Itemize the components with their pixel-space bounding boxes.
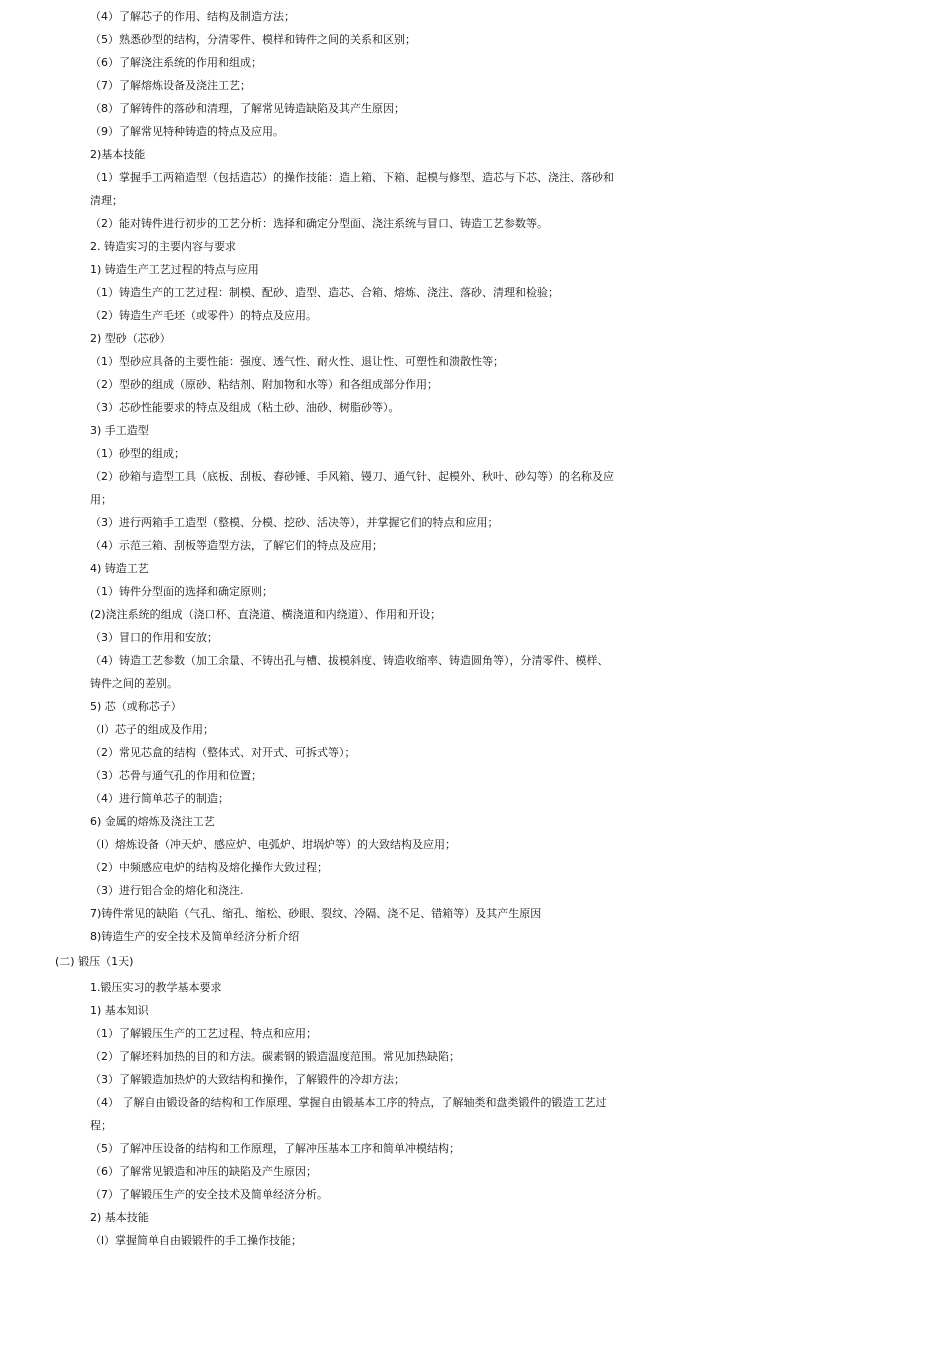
- text-line: （2）常见芯盒的结构（整体式、对开式、可拆式等）；: [90, 746, 356, 759]
- text-line: （1）掌握手工两箱造型（包括造芯）的操作技能：造上箱、下箱、起模与修型、造芯与下芯、浇注、落砂和: [90, 171, 614, 184]
- text-line: （3）冒口的作用和安放；: [90, 631, 218, 644]
- text-line: （2）砂箱与造型工具（底板、刮板、舂砂锤、手风箱、镘刀、通气针、起模外、秋叶、砂勾等）的名称及应: [90, 470, 614, 483]
- text-line: （2）中频感应电炉的结构及熔化操作大致过程；: [90, 861, 328, 874]
- text-line-continuation: 清理；: [90, 194, 123, 207]
- text-line: （4）了解芯子的作用、结构及制造方法；: [90, 10, 295, 23]
- text-line: （2）型砂的组成（原砂、粘结剂、附加物和水等）和各组成部分作用；: [90, 378, 438, 391]
- text-line: （4） 了解自由锻设备的结构和工作原理、掌握自由锻基本工序的特点，了解轴类和盘类锻件的锻造工艺过: [90, 1096, 607, 1109]
- text-line: （1）铸件分型面的选择和确定原则；: [90, 585, 273, 598]
- section-heading: 1.锻压实习的教学基本要求: [90, 981, 222, 994]
- text-line: （2）能对铸件进行初步的工艺分析：选择和确定分型面、浇注系统与冒口、铸造工艺参数等。: [90, 217, 548, 230]
- text-line: （l）芯子的组成及作用；: [90, 723, 215, 736]
- text-line: （9）了解常见特种铸造的特点及应用。: [90, 125, 284, 138]
- text-line: （l）熔炼设备（冲天炉、感应炉、电弧炉、坩埚炉等）的大致结构及应用；: [90, 838, 457, 851]
- text-line: （7）了解锻压生产的安全技术及简单经济分析。: [90, 1188, 328, 1201]
- section-heading: 4) 铸造工艺: [90, 562, 149, 575]
- text-line-continuation: 铸件之间的差别。: [90, 677, 178, 690]
- section-heading: 3) 手工造型: [90, 424, 149, 437]
- chapter-heading: (二) 锻压（1天): [55, 955, 134, 968]
- text-line: （8）了解铸件的落砂和清理，了解常见铸造缺陷及其产生原因；: [90, 102, 405, 115]
- section-heading: 6) 金属的熔炼及浇注工艺: [90, 815, 215, 828]
- section-heading: 1) 基本知识: [90, 1004, 149, 1017]
- text-line: （2）铸造生产毛坯（或零件）的特点及应用。: [90, 309, 317, 322]
- text-line: (2)浇注系统的组成（浇口杯、直浇道、横浇道和内绕道）、作用和开设；: [90, 608, 442, 621]
- section-heading: 2) 基本技能: [90, 1211, 149, 1224]
- text-line: （3）进行铝合金的熔化和浇注.: [90, 884, 244, 897]
- text-line: （5）了解冲压设备的结构和工作原理，了解冲压基本工序和简单冲模结构；: [90, 1142, 460, 1155]
- text-line: （7）了解熔炼设备及浇注工艺；: [90, 79, 251, 92]
- text-line: （4）铸造工艺参数（加工余量、不铸出孔与槽、拔模斜度、铸造收缩率、铸造圆角等），分清零件、模样、: [90, 654, 609, 667]
- text-line: （3）芯砂性能要求的特点及组成（粘土砂、油砂、树脂砂等）。: [90, 401, 400, 414]
- text-line: （4）进行简单芯子的制造；: [90, 792, 229, 805]
- text-line: （1）型砂应具备的主要性能：强度、透气性、耐火性、退让性、可塑性和溃散性等；: [90, 355, 504, 368]
- text-line: （1）砂型的组成；: [90, 447, 185, 460]
- section-heading: 5) 芯（或称芯子）: [90, 700, 182, 713]
- text-line: （5）熟悉砂型的结构，分清零件、模样和铸件之间的关系和区别；: [90, 33, 416, 46]
- text-line: 7)铸件常见的缺陷（气孔、缩孔、缩松、砂眼、裂纹、冷隔、浇不足、错箱等）及其产生原因: [90, 907, 542, 920]
- text-line: （2）了解坯料加热的目的和方法。碳素钢的锻造温度范围。常见加热缺陷；: [90, 1050, 460, 1063]
- section-heading: 2)基本技能: [90, 148, 146, 161]
- text-line: （1）铸造生产的工艺过程：制模、配砂、造型、造芯、合箱、熔炼、浇注、落砂、清理和检验；: [90, 286, 559, 299]
- section-heading: 2. 铸造实习的主要内容与要求: [90, 240, 236, 253]
- text-line: （6）了解常见锻造和冲压的缺陷及产生原因；: [90, 1165, 317, 1178]
- text-line: （1）了解锻压生产的工艺过程、特点和应用；: [90, 1027, 317, 1040]
- text-line: （4）示范三箱、刮板等造型方法，了解它们的特点及应用；: [90, 539, 383, 552]
- text-line: （3）了解锻造加热炉的大致结构和操作，了解锻件的冷却方法；: [90, 1073, 405, 1086]
- text-line: （3）进行两箱手工造型（整模、分模、挖砂、活决等），并掌握它们的特点和应用；: [90, 516, 499, 529]
- text-line: （3）芯骨与通气孔的作用和位置；: [90, 769, 262, 782]
- text-line-continuation: 用；: [90, 493, 112, 506]
- text-line-continuation: 程；: [90, 1119, 112, 1132]
- section-heading: 2) 型砂（芯砂）: [90, 332, 171, 345]
- text-line: 8)铸造生产的安全技术及简单经济分析介绍: [90, 930, 300, 943]
- text-line: （6）了解浇注系统的作用和组成；: [90, 56, 262, 69]
- text-line: （l）掌握简单自由锻锻件的手工操作技能；: [90, 1234, 303, 1247]
- section-heading: 1) 铸造生产工艺过程的特点与应用: [90, 263, 259, 276]
